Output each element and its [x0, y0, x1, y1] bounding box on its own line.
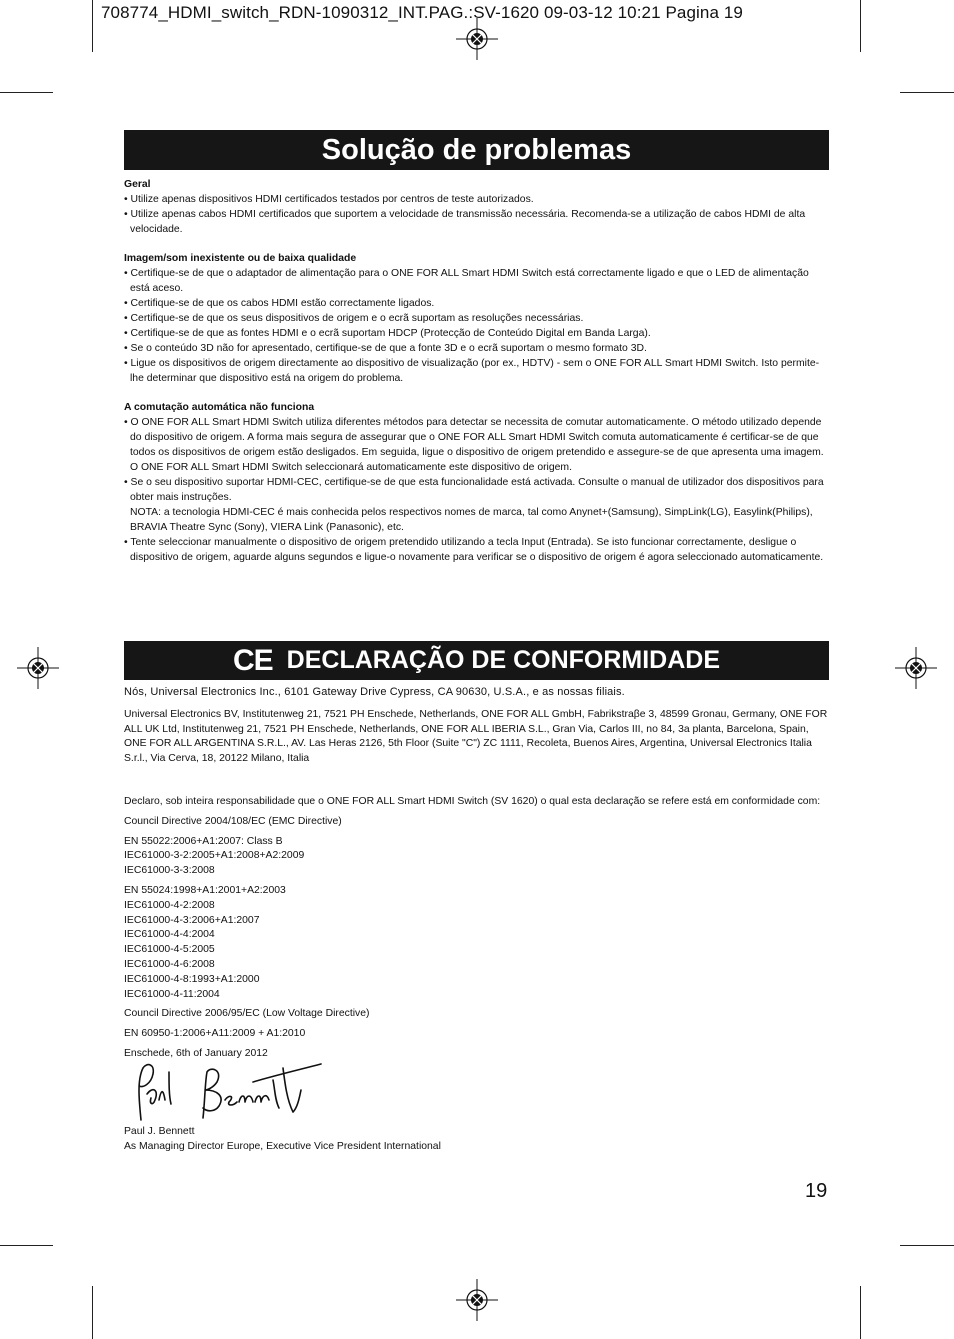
standard-item: IEC61000-4-6:2008: [124, 958, 215, 970]
handwritten-signature: [133, 1060, 323, 1124]
troubleshooting-title: Solução de problemas: [321, 133, 632, 166]
ce-mark-logo: CE: [232, 643, 273, 677]
section-general: [124, 177, 829, 237]
list-item: • Utilize apenas dispositivos HDMI certificados testados por centros de teste autorizados.: [124, 192, 829, 207]
registration-mark-icon: [456, 18, 498, 60]
list-item: • Certifique-se de que os cabos HDMI estão correctamente ligados.: [124, 296, 829, 311]
signer-block: [124, 1124, 441, 1154]
standard-item: IEC61000-3-3:2008: [124, 865, 215, 877]
affiliates-paragraph: Universal Electronics BV, Institutenweg 21, 7521 PH Enschede, Netherlands, ONE FOR ALL GmbH, Fabrikstraβe 3, 48599 Gronau, Germany, ONE FOR ALL UK Ltd, Institutenweg 21, 7521 PH Enschede, Netherlands, ONE FOR ALL IBERIA S.L., Gran Via, Carlos III, no 84, 3a planta, Barcelona, Spain, ONE FOR ALL ARGENTINA S.R.L., AV. Las Heras 2126, 5th Floor (Suite "C") ZC 1111, Recoleta, Buenos Aires, Argentina, Universal Electronics Italia S.r.l., Via Cerva, 18, 20122 Milano, Italia: [124, 708, 828, 765]
list-item: • Utilize apenas cabos HDMI certificados que suportem a velocidade de transmissão necessária. Recomenda-se a utilização de cabos HDMI de alta velocidade.: [124, 207, 829, 237]
signer-role: As Managing Director Europe, Executive Vice President International: [124, 1141, 441, 1152]
place-date: Enschede, 6th of January 2012: [124, 1047, 268, 1059]
declaration-title-banner: [124, 641, 829, 680]
crop-mark: [900, 1245, 954, 1246]
troubleshooting-body: [124, 177, 829, 579]
list-item-text: Se o seu dispositivo suportar HDMI-CEC, certifique-se de que esta funcionalidade está activada. Consulte o manual de utilizador dos dispositivos para obter mais instruções.: [130, 477, 824, 503]
emc-directive: Council Directive 2004/108/EC (EMC Directive): [124, 815, 342, 827]
section-picture-sound: [124, 251, 829, 386]
crop-mark: [0, 92, 53, 93]
crop-mark: [860, 0, 861, 52]
standard-item: IEC61000-4-2:2008: [124, 899, 215, 911]
section-heading: A comutação automática não funciona: [124, 402, 315, 413]
registration-mark-icon: [895, 647, 937, 689]
registration-mark-icon: [456, 1279, 498, 1321]
list-item: • O ONE FOR ALL Smart HDMI Switch utiliza diferentes métodos para detectar se necessita de comutar automaticamente. O método utilizado depende do dispositivo de origem. A forma mais segura de assegurar que o ONE FOR ALL Smart HDMI Switch comuta automaticamente é certificar-se de que todos os dispositivos de origem estão desligados. Em seguida, ligue o dispositivo de origem pretendido e assegure-se de que apresenta uma imagem. O ONE FOR ALL Smart HDMI Switch seleccionará automaticamente este dispositivo de origem.: [124, 415, 829, 475]
section-auto-switching: [124, 400, 829, 565]
crop-mark: [92, 1286, 93, 1339]
registration-mark-icon: [17, 647, 59, 689]
cec-note: NOTA: a tecnologia HDMI-CEC é mais conhecida pelos respectivos nomes de marca, tal como Anynet+(Samsung), SimpLink(LG), Easylink(Philips), BRAVIA Theatre Sync (Sony), VIERA Link (Panasonic), etc.: [130, 507, 813, 533]
standard-item: IEC61000-4-8:1993+A1:2000: [124, 973, 260, 985]
standard-item: IEC61000-3-2:2005+A1:2008+A2:2009: [124, 850, 305, 862]
list-item: • Se o conteúdo 3D não for apresentado, certifique-se de que a fonte 3D e o ecrã suportam o mesmo formato 3D.: [124, 341, 829, 356]
crop-mark: [92, 0, 93, 52]
crop-mark: [900, 92, 954, 93]
list-item: • Ligue os dispositivos de origem directamente ao dispositivo de visualização (por ex., HDTV) - sem o ONE FOR ALL Smart HDMI Switch. Isto permite-lhe determinar que dispositivo está na origem do problema.: [124, 356, 829, 386]
standard-item: EN 55024:1998+A1:2001+A2:2003: [124, 884, 286, 896]
list-item: • Certifique-se de que as fontes HDMI e o ecrã suportam HDCP (Protecção de Conteúdo Digital em Banda Larga).: [124, 326, 829, 341]
print-slug: 708774_HDMI_switch_RDN-1090312_INT.PAG.:SV-1620 09-03-12 10:21 Pagina 19: [101, 3, 743, 22]
list-item: • Certifique-se de que o adaptador de alimentação para o ONE FOR ALL Smart HDMI Switch está correctamente ligado e que o LED de alimentação está aceso.: [124, 266, 829, 296]
section-heading: Geral: [124, 179, 151, 190]
lvd-directive: Council Directive 2006/95/EC (Low Voltage Directive): [124, 1008, 370, 1020]
declaration-lead: Nós, Universal Electronics Inc., 6101 Gateway Drive Cypress, CA 90630, U.S.A., e as nossas filiais.: [124, 686, 625, 698]
standard-item: IEC61000-4-5:2005: [124, 944, 215, 956]
standard-item: IEC61000-4-11:2004: [124, 988, 220, 1000]
list-item: • Tente seleccionar manualmente o dispositivo de origem pretendido utilizando a tecla Input (Entrada). Se isto funcionar correctamente, desligue o dispositivo de origem, aguarde alguns segundos e ligue-o novamente para verificar se o dispositivo de origem é agora seleccionado automaticamente.: [124, 535, 829, 565]
standard-item: IEC61000-4-3:2006+A1:2007: [124, 914, 260, 926]
declaration-title: DECLARAÇÃO DE CONFORMIDADE: [286, 646, 720, 674]
standards-group-immunity: [124, 884, 829, 1002]
standard-item: IEC61000-4-4:2004: [124, 929, 215, 941]
signer-name: Paul J. Bennett: [124, 1126, 195, 1137]
crop-mark: [860, 1286, 861, 1339]
lvd-standard: EN 60950-1:2006+A11:2009 + A1:2010: [124, 1028, 306, 1040]
page-number: 19: [805, 1180, 828, 1202]
conformity-statement: Declaro, sob inteira responsabilidade que o ONE FOR ALL Smart HDMI Switch (SV 1620) o qual esta declaração se refere está em conformidade com:: [124, 795, 821, 807]
troubleshooting-title-banner: [124, 130, 829, 170]
list-item: [124, 475, 829, 535]
crop-mark: [0, 1245, 53, 1246]
list-item: • Certifique-se de que os seus dispositivos de origem e o ecrã suportam as resoluções necessárias.: [124, 311, 829, 326]
section-heading: Imagem/som inexistente ou de baixa qualidade: [124, 253, 357, 264]
declaration-body: [124, 685, 829, 1062]
standard-item: EN 55022:2006+A1:2007: Class B: [124, 835, 283, 847]
standards-group-emission: [124, 835, 829, 879]
